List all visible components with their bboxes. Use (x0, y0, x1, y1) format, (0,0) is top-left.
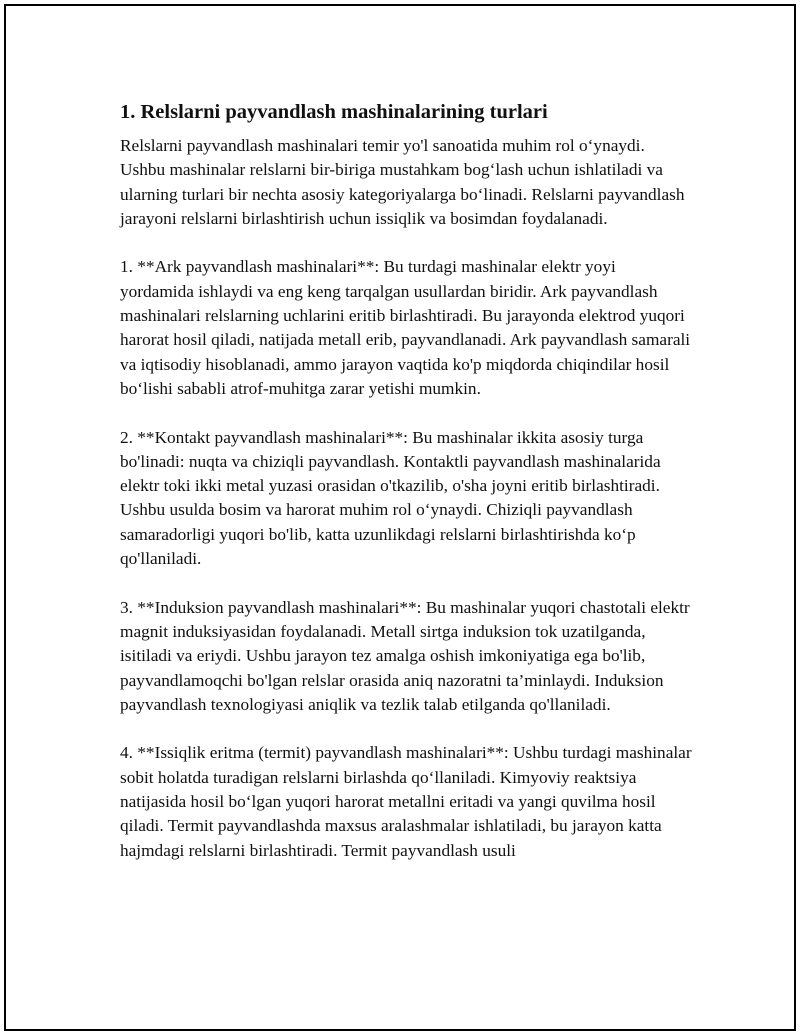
paragraph-contact-welding: 2. **Kontakt payvandlash mashinalari**: Bu mashinalar ikkita asosiy turga bo'linadi: nuqta va chiziqli payvandlash. Kontaktli payvandlash mashinalarida elektr toki ikki metal yuzasi orasidan o'tkazilib, o'sha joyni eritib birlashtiradi. Ushbu usulda bosim va harorat muhim rol o‘ynaydi. Chiziqli payvandlash samaradorligi yuqori bo'lib, katta uzunlikdagi relslarni birlashtirishda ko‘p qo'llaniladi. (120, 427, 661, 569)
paragraph-induction-welding: 3. **Induksion payvandlash mashinalari**: Bu mashinalar yuqori chastotali elektr magnit induksiyasidan foydalanadi. Metall sirtga induksion tok uzatilganda, isitiladi va eriydi. Ushbu jarayon tez amalga oshish imkoniyatiga ega bo'lib, payvandlamoqchi bo'lgan relslar orasida aniq nazoratni ta’minlaydi. Induksion payvandlash texnologiyasi aniqlik va tezlik talab etilganda qo'llaniladi. (120, 597, 690, 714)
paragraph-ark-welding: 1. **Ark payvandlash mashinalari**: Bu turdagi mashinalar elektr yoyi yordamida ishlaydi va eng keng tarqalgan usullardan biridir. Ark payvandlash mashinalari relslarning uchlarini eritib birlashtiradi. Bu jarayonda elektrod yuqori harorat hosil qiladi, natijada metall erib, payvandlanadi. Ark payvandlash samarali va iqtisodiy hisoblanadi, ammo jarayon vaqtida ko'p miqdorda chiqindilar hosil bo‘lishi sababli atrof-muhitga zarar yetishi mumkin. (120, 257, 691, 398)
document-title: 1. Relslarni payvandlash mashinalarining turlari (120, 101, 548, 123)
paragraph-thermit-welding: 4. **Issiqlik eritma (termit) payvandlash mashinalari**: Ushbu turdagi mashinalar sobit holatda turadigan relslarni birlashda qo‘llaniladi. Kimyoviy reaktsiya natijasida hosil bo‘lgan yuqori harorat metallni eritadi va yangi quvilma hosil qiladi. Termit payvandlashda maxsus aralashmalar ishlatiladi, bu jarayon katta hajmdagi relslarni birlashtiradi. Termit payvandlash usuli (120, 743, 692, 860)
paragraph-intro: Relslarni payvandlash mashinalari temir yo'l sanoatida muhim rol o‘ynaydi. Ushbu mashinalar relslarni bir-biriga mustahkam bog‘lash uchun ishlatiladi va ularning turlari bir nechta asosiy kategoriyalarga bo‘linadi. Relslarni payvandlash jarayoni relslarni birlashtirish uchun issiqlik va bosimdan foydalanadi. (120, 136, 685, 228)
document-body (120, 98, 692, 887)
page-frame (4, 4, 796, 1031)
